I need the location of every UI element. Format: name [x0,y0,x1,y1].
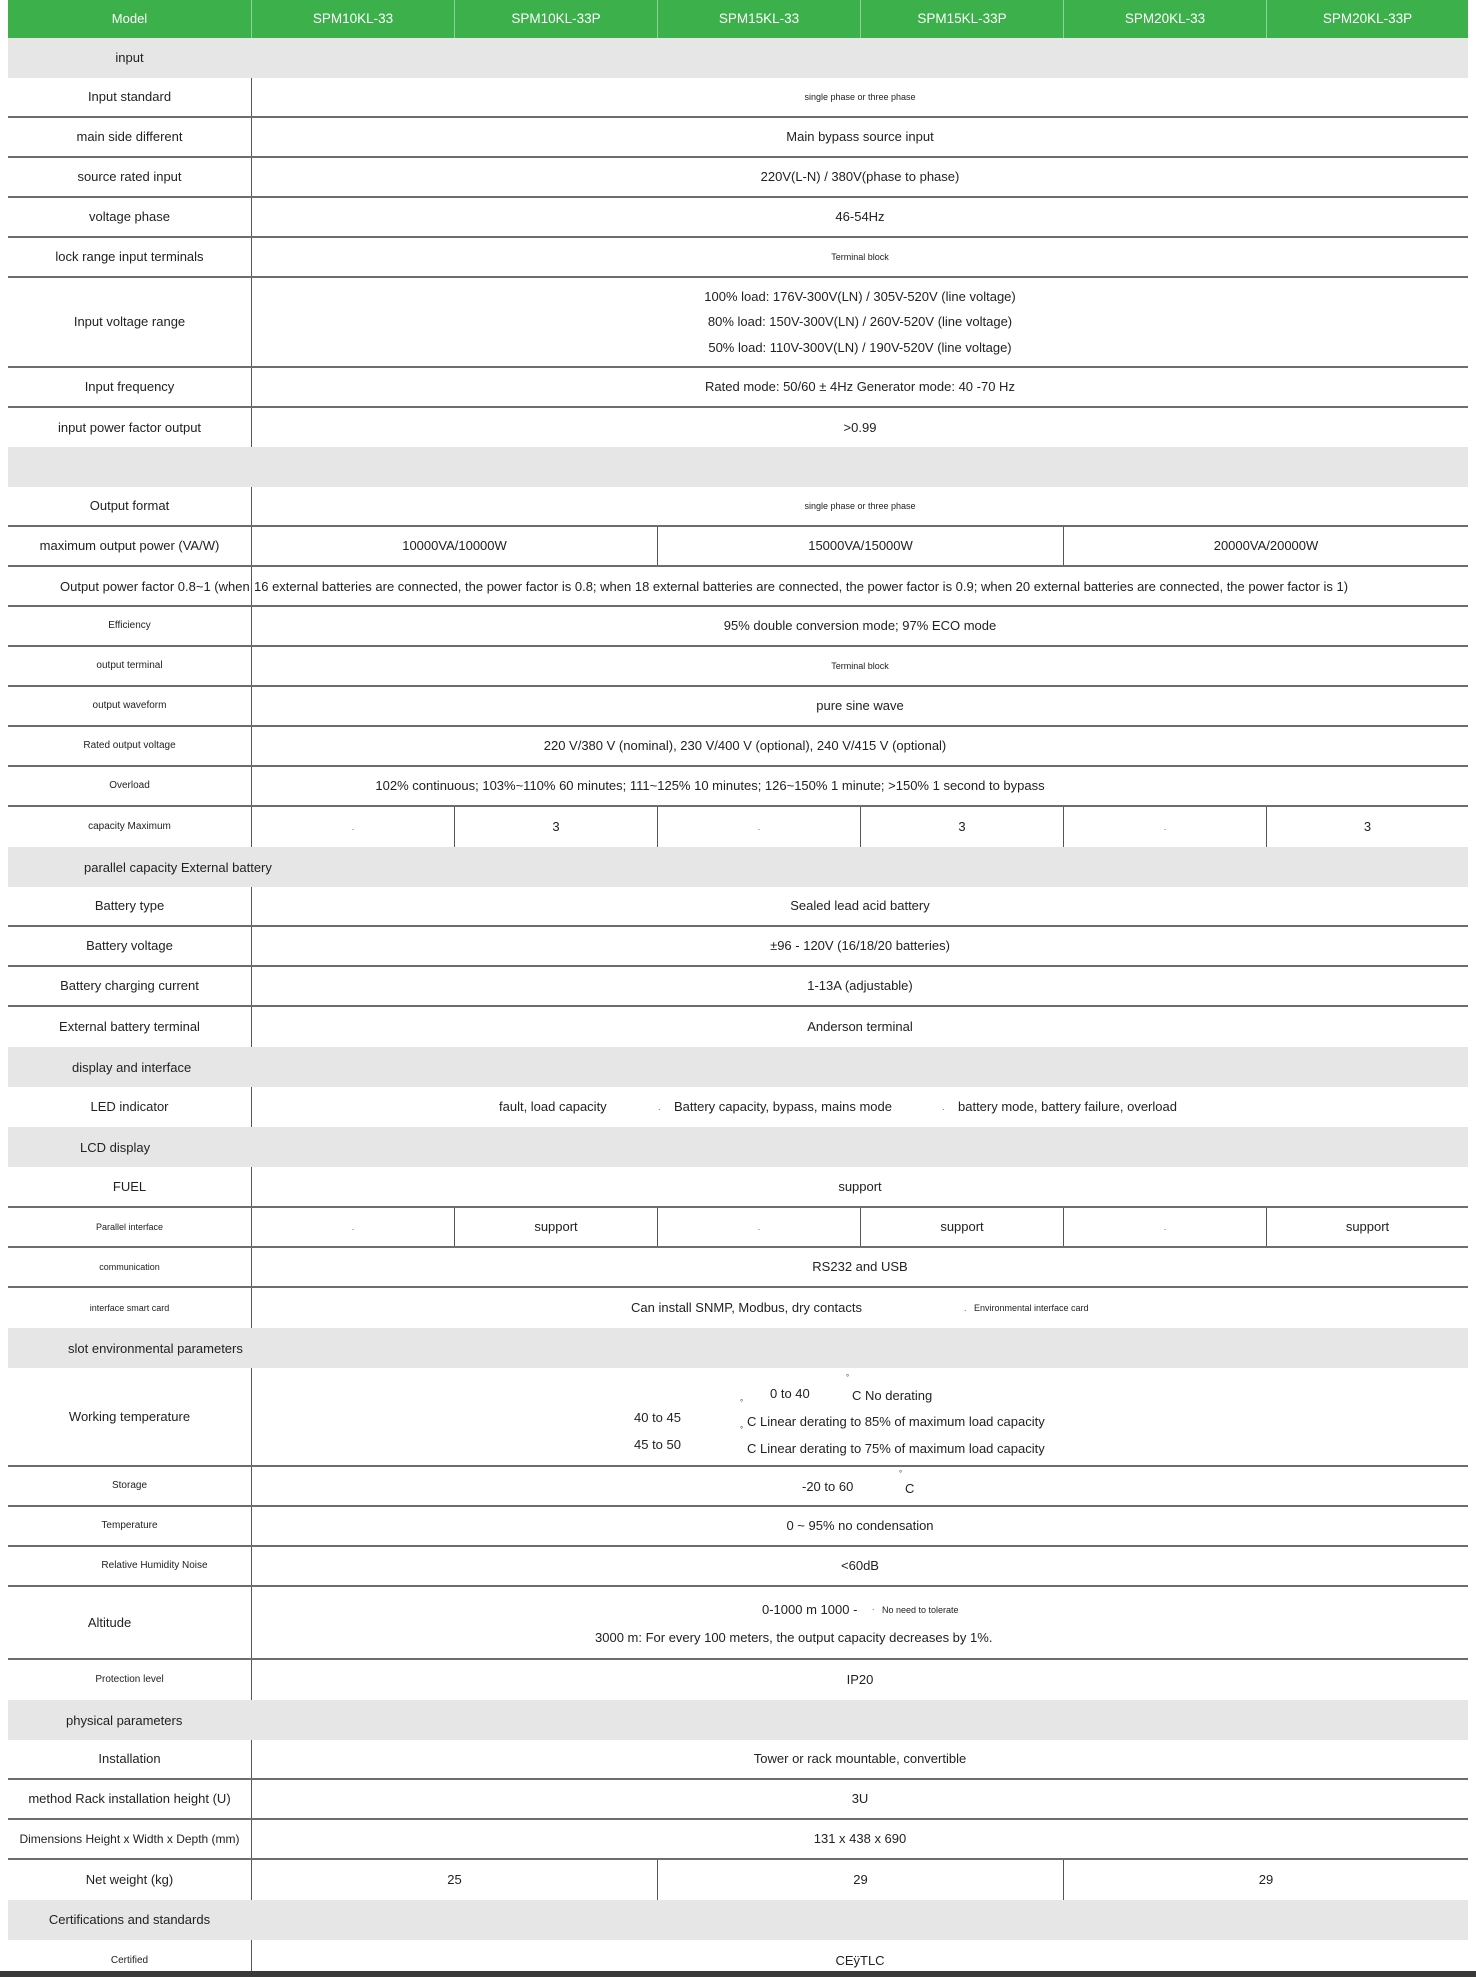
row-communication [8,1248,1468,1288]
row-label: FUEL [112,1179,147,1194]
section-label: display and interface [72,1059,192,1075]
row-value: >0.99 [251,408,1468,447]
max-output-value: 15000VA/15000W [657,527,1063,565]
row-label: output waveform [92,700,167,711]
row-value: RS232 and USB [251,1248,1468,1286]
row-dimensions [8,1820,1468,1860]
row-label: Temperature [101,1520,158,1531]
row-input-standard [8,78,1468,118]
row-value: pure sine wave [251,687,1468,725]
row-label: Net weight (kg) [85,1872,174,1888]
row-altitude [8,1587,1468,1660]
section-output [8,447,1468,487]
row-protection [8,1660,1468,1700]
section-label: Certifications and standards [48,1912,211,1928]
table-header [8,0,1468,38]
row-value: Rated mode: 50/60 ± 4Hz Generator mode: 40 -70 Hz [251,368,1468,406]
row-input-frequency [8,368,1468,408]
degree-icon: ° [740,1425,744,1434]
row-output-format [8,487,1468,527]
row-value: 95% double conversion mode; 97% ECO mode [251,607,1468,645]
row-output-pf [8,567,1468,607]
row-efficiency [8,607,1468,647]
section-input [8,38,1468,78]
row-label: maximum output power (VA/W) [39,538,220,554]
row-label: Input voltage range [73,314,186,330]
row-capacity-max [8,807,1468,847]
row-value: 131 x 438 x 690 [251,1820,1468,1858]
row-label: Storage [111,1480,148,1491]
row-fuel [8,1167,1468,1208]
row-label: output terminal [96,660,163,671]
row-storage [8,1467,1468,1507]
smart-card-separator: . [964,1302,967,1313]
capacity-value: 3 [454,807,657,847]
capacity-value: 3 [860,807,1063,847]
storage-unit: C [905,1481,915,1496]
row-voltage-phase [8,198,1468,238]
temp-range: 45 to 50 [634,1437,681,1452]
row-value: Anderson terminal [251,1007,1468,1047]
section-label: input [115,50,144,66]
max-output-value: 10000VA/10000W [251,527,657,565]
header-model: SPM15KL-33 [657,0,860,38]
row-label: Relative Humidity Noise [101,1560,208,1571]
row-input-pf [8,408,1468,447]
row-working-temp [8,1368,1468,1467]
row-value: 0 ~ 95% no condensation [251,1507,1468,1545]
row-value: 46-54Hz [251,198,1468,236]
row-net-weight [8,1860,1468,1900]
parallel-interface-value: . [1063,1208,1266,1246]
section-label [8,447,251,487]
row-value: 220 V/380 V (nominal), 230 V/400 V (optional), 240 V/415 V (optional) [251,727,1468,765]
row-main-side [8,118,1468,158]
altitude-line2: 3000 m: For every 100 meters, the output capacity decreases by 1%. [595,1630,993,1645]
row-battery-voltage [8,927,1468,967]
temp-text: C Linear derating to 75% of maximum load capacity [747,1441,1045,1456]
temp-text: C No derating [852,1388,933,1403]
bottom-edge-bar [0,1971,1476,1977]
row-label: input power factor output [57,419,202,435]
net-weight-value: 29 [657,1860,1063,1900]
section-label: LCD display [80,1139,151,1155]
parallel-interface-value: support [860,1208,1063,1246]
row-label: interface smart card [89,1302,170,1313]
voltage-range-line: 80% load: 150V-300V(LN) / 260V-520V (line voltage) [707,314,1013,330]
row-label: Battery charging current [60,978,199,994]
row-label: main side different [76,129,183,145]
header-model: SPM20KL-33P [1266,0,1468,38]
row-output-terminal [8,647,1468,687]
row-label: Battery type [94,898,165,914]
row-label: source rated input [77,169,182,185]
row-overload [8,767,1468,807]
degree-icon: ° [740,1398,744,1407]
led-separator: . [658,1101,661,1112]
row-label: Efficiency [108,620,151,631]
section-cert [8,1900,1468,1940]
row-temperature [8,1507,1468,1547]
temp-range: 0 to 40 [770,1386,810,1401]
parallel-interface-value: . [657,1208,860,1246]
row-value: single phase or three phase [251,78,1468,116]
row-value: Main bypass source input [251,118,1468,156]
led-separator: . [942,1101,945,1112]
section-slot [8,1328,1468,1368]
row-led [8,1087,1468,1127]
row-value: Terminal block [251,238,1468,276]
row-label: Input standard [87,89,172,105]
section-label: parallel capacity External battery [84,859,272,875]
row-label: lock range input terminals [55,249,204,265]
row-value [251,1368,1468,1465]
row-label: Working temperature [68,1408,191,1424]
row-value: 1-13A (adjustable) [251,967,1468,1005]
capacity-value: . [251,807,454,847]
section-parallel [8,847,1468,887]
section-label: slot environmental parameters [68,1340,243,1356]
capacity-value: . [1063,807,1266,847]
row-max-output [8,527,1468,567]
row-source-rated [8,158,1468,198]
row-label: Protection level [95,1674,164,1685]
row-value: 220V(L-N) / 380V(phase to phase) [251,158,1468,196]
row-label: Rated output voltage [83,740,176,751]
row-value: 102% continuous; 103%~110% 60 minutes; 111~125% 10 minutes; 126~150% 1 minute; >150% 1 second to bypass [251,767,1468,805]
altitude-line1: 0-1000 m 1000 - [762,1602,858,1617]
capacity-value: . [657,807,860,847]
row-label: Battery voltage [86,938,173,954]
parallel-interface-value: . [251,1208,454,1246]
led-item: fault, load capacity [499,1099,607,1115]
row-value: support [251,1167,1468,1206]
row-label: External battery terminal [59,1019,200,1035]
altitude-note: No need to tolerate [882,1605,959,1615]
row-humidity-noise [8,1547,1468,1587]
row-value: <60dB [251,1547,1468,1585]
row-value: IP20 [251,1660,1468,1700]
row-label: Output format [89,498,170,514]
parallel-interface-value: support [454,1208,657,1246]
row-rated-output [8,727,1468,767]
row-label: Certified [110,1955,149,1966]
degree-icon: ° [899,1469,903,1478]
row-label: Altitude [87,1614,132,1630]
row-rack-height [8,1780,1468,1820]
row-label: Overload [109,780,150,791]
row-label: Input frequency [84,379,175,395]
row-value: single phase or three phase [251,487,1468,525]
storage-range: -20 to 60 [802,1479,854,1494]
row-label: LED indicator [90,1099,169,1115]
altitude-separator: . [872,1602,875,1612]
section-physical [8,1700,1468,1740]
row-value [251,1087,1468,1127]
smart-card-text: Can install SNMP, Modbus, dry contacts [631,1300,862,1316]
net-weight-value: 29 [1063,1860,1468,1900]
section-lcd [8,1127,1468,1167]
parallel-interface-value: support [1266,1208,1468,1246]
row-installation [8,1740,1468,1780]
row-label: Installation [98,1751,161,1767]
voltage-range-line: 50% load: 110V-300V(LN) / 190V-520V (line voltage) [708,339,1012,355]
output-pf-text-b: 16 external batteries are connected, the power factor is 0.8; when 18 external batteries are connected, the power factor is 0.9; when 20 external batteries are connected, the power factor is 1) [251,567,1468,605]
row-label: communication [99,1261,160,1272]
row-value: Terminal block [251,647,1468,685]
temp-text: C Linear derating to 85% of maximum load capacity [747,1414,1045,1429]
header-model-label: Model [111,11,148,27]
row-value: Sealed lead acid battery [251,887,1468,925]
led-item: battery mode, battery failure, overload [958,1099,1177,1115]
capacity-value: 3 [1266,807,1468,847]
header-model: SPM10KL-33P [454,0,657,38]
header-model: SPM10KL-33 [251,0,454,38]
row-ext-battery-terminal [8,1007,1468,1047]
row-value: CEÿTLC [251,1940,1468,1971]
row-label: Dimensions Height x Width x Depth (mm) [19,1831,240,1846]
voltage-range-line: 100% load: 176V-300V(LN) / 305V-520V (line voltage) [704,288,1016,304]
net-weight-value: 25 [251,1860,657,1900]
row-value [251,1467,1468,1505]
degree-icon: ° [846,1373,850,1382]
row-value: Tower or rack mountable, convertible [251,1740,1468,1778]
row-smart-card [8,1288,1468,1328]
row-parallel-interface [8,1208,1468,1248]
row-label: Parallel interface [95,1221,164,1232]
row-value [251,1587,1468,1658]
row-certified [8,1940,1468,1971]
row-label: voltage phase [89,209,170,225]
row-output-waveform [8,687,1468,727]
row-battery-charging [8,967,1468,1007]
max-output-value: 20000VA/20000W [1063,527,1468,565]
row-input-voltage-range [8,278,1468,368]
section-display [8,1047,1468,1087]
section-label: physical parameters [66,1712,183,1728]
row-label: method Rack installation height (U) [28,1791,231,1807]
row-value: 3U [251,1780,1468,1818]
temp-range: 40 to 45 [634,1410,681,1425]
output-pf-text-a: Output power factor 0.8~1 (when [60,578,250,594]
row-label: capacity Maximum [88,821,171,832]
row-value [251,278,1468,366]
row-battery-type [8,887,1468,927]
smart-card-extra: Environmental interface card [974,1302,1089,1313]
header-model: SPM15KL-33P [860,0,1063,38]
row-lock-range [8,238,1468,278]
row-value: ±96 - 120V (16/18/20 batteries) [251,927,1468,965]
led-item: Battery capacity, bypass, mains mode [674,1099,892,1115]
row-value [251,1288,1468,1328]
header-model: SPM20KL-33 [1063,0,1266,38]
